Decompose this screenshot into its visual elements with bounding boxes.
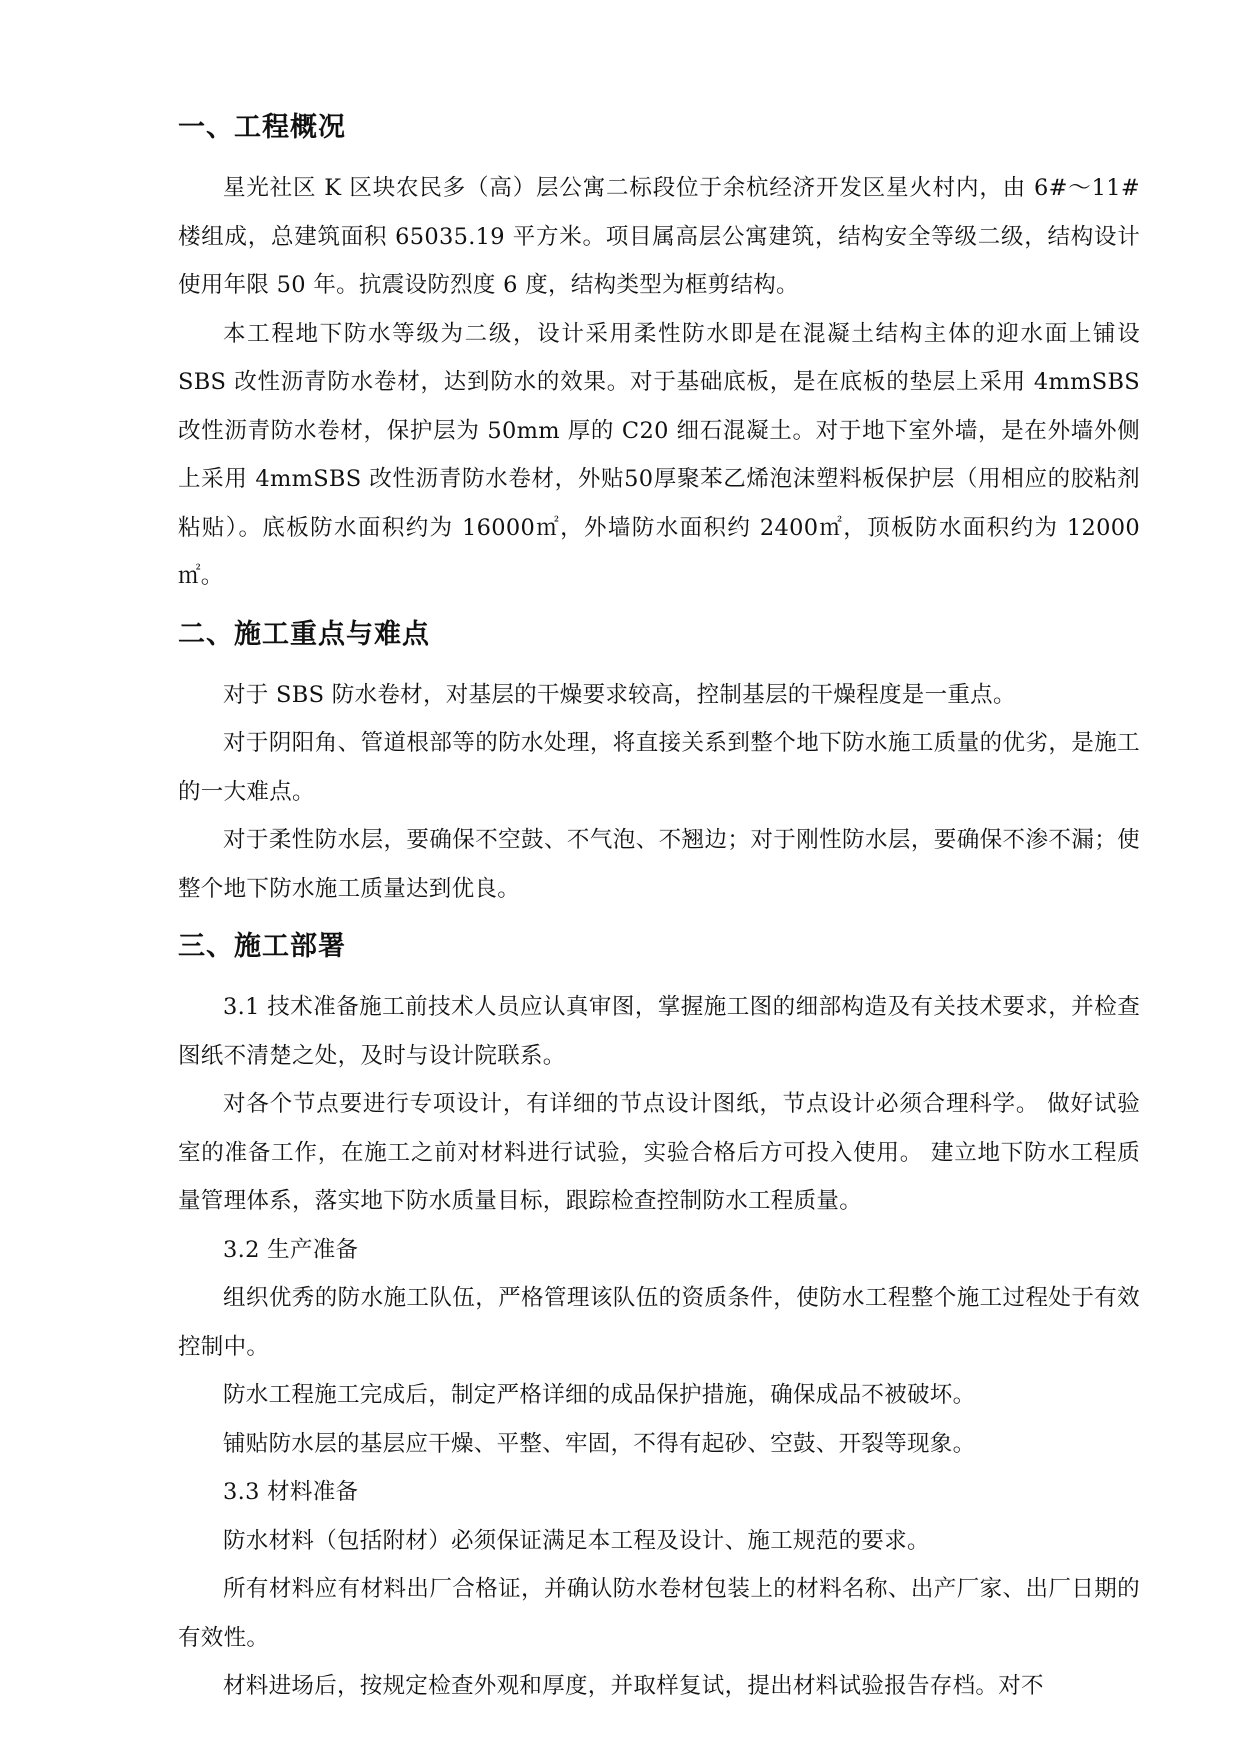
paragraph: 对于柔性防水层，要确保不空鼓、不气泡、不翘边；对于刚性防水层，要确保不渗不漏；使整个地下防水施工质量达到优良。 [178, 827, 1140, 902]
paragraph: 星光社区 K 区块农民多（高）层公寓二标段位于余杭经济开发区星火村内，由 6#～11#楼组成，总建筑面积 65035.19 平方米。项目属高层公寓建筑，结构安全等级二级，结构设计使用年限 50 年。抗震设防烈度 6 度，结构类型为框剪结构。 [178, 175, 1140, 298]
paragraph: 组织优秀的防水施工队伍，严格管理该队伍的资质条件，使防水工程整个施工过程处于有效控制中。 [178, 1285, 1140, 1360]
paragraph: 防水材料（包括附材）必须保证满足本工程及设计、施工规范的要求。 [223, 1527, 930, 1554]
paragraph: 材料进场后，按规定检查外观和厚度，并取样复试，提出材料试验报告存档。对不 [223, 1673, 1044, 1699]
paragraph: 3.1 技术准备施工前技术人员应认真审图，掌握施工图的细部构造及有关技术要求，并检查图纸不清楚之处，及时与设计院联系。 [178, 994, 1140, 1069]
paragraph: 防水工程施工完成后，制定严格详细的成品保护措施，确保成品不被破坏。 [223, 1382, 976, 1408]
section-heading-key-points: 二、施工重点与难点 [178, 618, 430, 650]
paragraph: 本工程地下防水等级为二级，设计采用柔性防水即是在混凝土结构主体的迎水面上铺设 SBS 改性沥青防水卷材，达到防水的效果。对于基础底板，是在底板的垫层上采用 4mmSBS 改性沥青防水卷材，保护层为 50mm 厚的 C20 细石混凝土。对于地下室外墙，是在外墙外侧上采用 4mmSBS 改性沥青防水卷材，外贴50厚聚苯乙烯泡沫塑料板保护层（用相应的胶粘剂粘贴）。底板防水面积约为 16000㎡，外墙防水面积约 2400㎡，顶板防水面积约为 12000㎡。 [178, 320, 1140, 589]
section-heading-overview: 一、工程概况 [178, 112, 346, 143]
subsection-heading: 3.3 材料准备 [223, 1479, 359, 1505]
subsection-heading: 3.2 生产准备 [223, 1236, 359, 1263]
paragraph: 对各个节点要进行专项设计，有详细的节点设计图纸，节点设计必须合理科学。 做好试验室的准备工作，在施工之前对材料进行试验，实验合格后方可投入使用。 建立地下防水工程质量管理体系，落实地下防水质量目标，跟踪检查控制防水工程质量。 [178, 1091, 1140, 1214]
section-heading-deployment: 三、施工部署 [178, 931, 346, 962]
paragraph: 所有材料应有材料出厂合格证，并确认防水卷材包装上的材料名称、出产厂家、出厂日期的有效性。 [178, 1576, 1140, 1651]
paragraph: 对于阴阳角、管道根部等的防水处理，将直接关系到整个地下防水施工质量的优劣，是施工的一大难点。 [178, 730, 1140, 805]
paragraph: 铺贴防水层的基层应干燥、平整、牢固，不得有起砂、空鼓、开裂等现象。 [223, 1430, 976, 1457]
paragraph: 对于 SBS 防水卷材，对基层的干燥要求较高，控制基层的干燥程度是一重点。 [223, 681, 1016, 708]
document-body [178, 100, 1140, 1711]
